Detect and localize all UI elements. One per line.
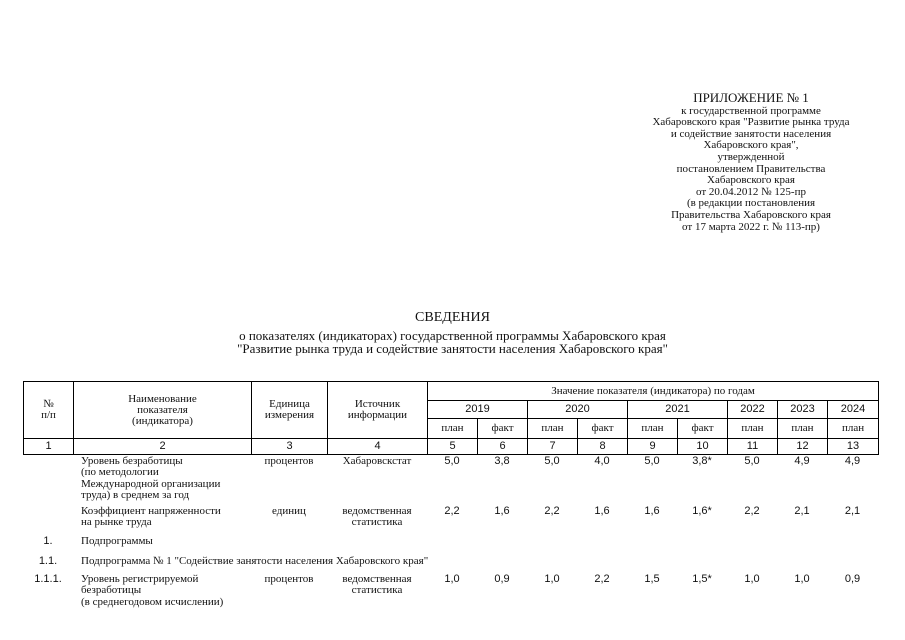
row-source: ведомственная статистика: [342, 505, 412, 529]
appendix-line: от 17 марта 2022 г. № 113-пр): [682, 220, 820, 233]
value-2024-plan: 0,9: [844, 573, 861, 585]
appendix-block: [620, 92, 882, 233]
table-row: [23, 506, 878, 536]
row-num: [23, 506, 73, 536]
value-2023-plan: 4,9: [794, 455, 810, 467]
row-unit: процентов: [264, 455, 314, 467]
header-plan: план: [778, 419, 828, 439]
col-number: 13: [828, 439, 879, 455]
header-unit: Единица измерения: [252, 382, 328, 439]
section-title: Подпрограммы: [81, 535, 153, 547]
col-number: 5: [428, 439, 478, 455]
document-title: СВЕДЕНИЯ: [415, 310, 490, 325]
header-name: Наименование показателя (индикатора): [74, 382, 252, 439]
value-2019-plan: 2,2: [444, 505, 460, 517]
header-fact: факт: [578, 419, 628, 439]
header-year-2020: 2020: [528, 401, 628, 419]
value-2020-fact: 4,0: [594, 455, 610, 467]
value-2021-fact: 1,6*: [692, 505, 712, 517]
row-num: 1.: [43, 535, 53, 547]
table-row: [23, 574, 878, 612]
indicators-table-body: [23, 456, 878, 612]
value-2019-plan: 1,0: [444, 573, 460, 585]
value-2022-plan: 5,0: [744, 455, 760, 467]
value-2024-plan: 4,9: [844, 455, 861, 467]
header-values-group: Значение показателя (индикатора) по годам: [428, 382, 879, 401]
value-2022-plan: 1,0: [744, 573, 760, 585]
header-num: № п/п: [24, 382, 74, 439]
value-2023-plan: 2,1: [794, 505, 810, 517]
col-number: 1: [24, 439, 74, 455]
appendix-line: от 20.04.2012 № 125-пр: [696, 185, 806, 198]
header-plan: план: [728, 419, 778, 439]
value-2021-fact: 1,5*: [692, 573, 712, 585]
header-fact: факт: [678, 419, 728, 439]
header-plan: план: [628, 419, 678, 439]
value-2019-fact: 3,8: [494, 455, 510, 467]
table-row: [23, 556, 878, 574]
col-number: 11: [728, 439, 778, 455]
value-2021-plan: 1,5: [644, 573, 660, 585]
document-subtitle: [0, 330, 905, 355]
appendix-line: к государственной программе: [681, 104, 821, 117]
appendix-line: Правительства Хабаровского края: [671, 208, 831, 221]
col-number: 4: [328, 439, 428, 455]
col-number: 6: [478, 439, 528, 455]
appendix-line: Хабаровского края: [707, 174, 795, 187]
row-indicator-name: Уровень безработицы (по методологии Международной организации труда) в среднем за год: [81, 455, 221, 501]
subprogram-title: Подпрограмма № 1 "Содействие занятости населения Хабаровского края": [81, 555, 429, 567]
header-fact: факт: [478, 419, 528, 439]
appendix-line: Хабаровского края "Развитие рынка труда: [652, 116, 850, 129]
value-2020-plan: 1,0: [544, 573, 560, 585]
appendix-line: Хабаровского края",: [703, 139, 799, 152]
value-2021-plan: 5,0: [644, 455, 660, 467]
table-row: [23, 456, 878, 506]
value-2020-fact: 1,6: [594, 505, 610, 517]
value-2019-plan: 5,0: [444, 455, 460, 467]
header-year-2019: 2019: [428, 401, 528, 419]
col-number: 8: [578, 439, 628, 455]
value-2022-plan: 2,2: [744, 505, 760, 517]
value-2021-plan: 1,6: [644, 505, 660, 517]
row-source: Хабаровскстат: [342, 455, 412, 467]
col-number: 3: [252, 439, 328, 455]
table-row: [23, 536, 878, 556]
row-source: ведомственная статистика: [342, 573, 412, 597]
row-num: 1.1.1.: [34, 573, 62, 585]
header-source: Источник информации: [328, 382, 428, 439]
row-indicator-name: Коэффициент напряженности на рынке труда: [81, 505, 221, 529]
value-2021-fact: 3,8*: [692, 455, 712, 467]
header-year-2022: 2022: [728, 401, 778, 419]
value-2020-plan: 5,0: [544, 455, 560, 467]
value-2024-plan: 2,1: [844, 505, 861, 517]
value-2020-fact: 2,2: [594, 573, 610, 585]
value-2019-fact: 0,9: [494, 573, 510, 585]
row-num: 1.1.: [38, 555, 58, 567]
col-number: 7: [528, 439, 578, 455]
header-plan: план: [828, 419, 879, 439]
col-number: 9: [628, 439, 678, 455]
header-year-2024: 2024: [828, 401, 879, 419]
indicators-table-header: [23, 381, 879, 455]
appendix-heading: ПРИЛОЖЕНИЕ № 1: [693, 90, 809, 105]
appendix-line: постановлением Правительства: [676, 162, 826, 175]
row-unit: процентов: [264, 573, 314, 585]
col-number: 10: [678, 439, 728, 455]
row-unit: единиц: [272, 505, 306, 517]
header-plan: план: [528, 419, 578, 439]
header-year-2023: 2023: [778, 401, 828, 419]
appendix-line: утвержденной: [717, 150, 785, 163]
value-2019-fact: 1,6: [494, 505, 510, 517]
col-number: 12: [778, 439, 828, 455]
row-indicator-name: Уровень регистрируемой безработицы (в среднегодовом исчислении): [81, 573, 224, 608]
value-2023-plan: 1,0: [794, 573, 810, 585]
header-plan: план: [428, 419, 478, 439]
col-number: 2: [74, 439, 252, 455]
subtitle-line: "Развитие рынка труда и содействие занятости населения Хабаровского края": [237, 340, 668, 356]
header-year-2021: 2021: [628, 401, 728, 419]
subtitle-line: о показателях (индикаторах) государственной программы Хабаровского края: [239, 328, 666, 343]
appendix-line: и содействие занятости населения: [670, 127, 832, 140]
appendix-line: (в редакции постановления: [686, 197, 816, 210]
row-num: [23, 456, 73, 506]
value-2020-plan: 2,2: [544, 505, 560, 517]
